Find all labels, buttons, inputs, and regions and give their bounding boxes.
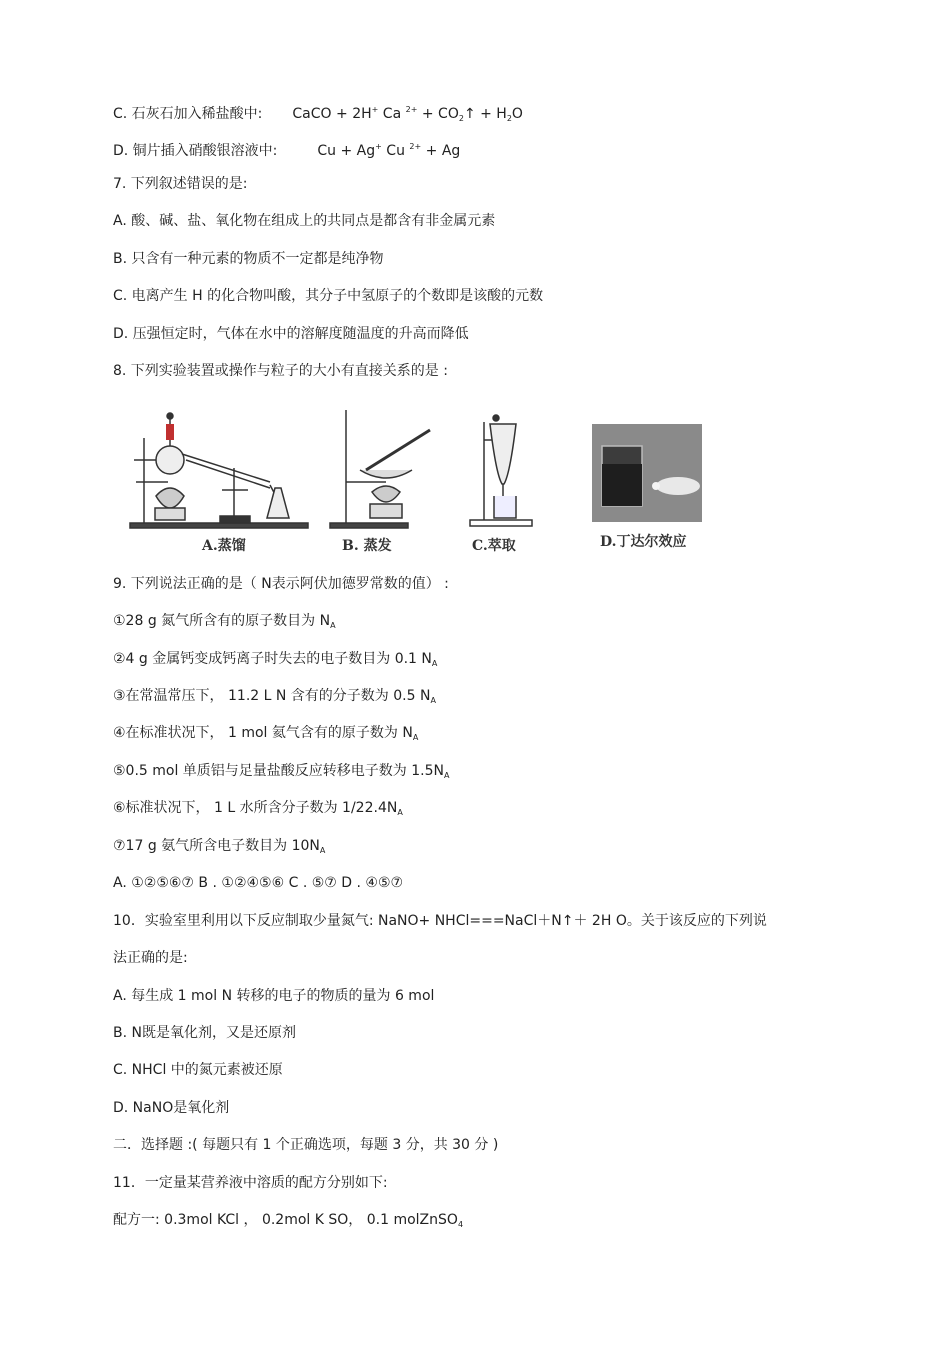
item-text: ⑤0.5 mol 单质铝与足量盐酸反应转移电子数为 1.5N — [113, 763, 444, 779]
caption-evaporation: B. 蒸发 — [342, 538, 392, 554]
question-11: 11．一定量某营养液中溶质的配方分别如下: — [113, 1175, 388, 1191]
option-d-equation — [113, 137, 460, 161]
item-text: ②4 g 金属钙变成钙离子时失去的电子数目为 0.1 N — [113, 651, 432, 667]
section-heading: 二．选择题 :( 每题只有 1 个正确选项，每题 3 分，共 30 分 ) — [113, 1137, 499, 1153]
question-10-option-b: B. N既是氧化剂，又是还原剂 — [113, 1025, 296, 1041]
question-7-option-d: D. 压强恒定时，气体在水中的溶解度随温度的升高而降低 — [113, 326, 469, 342]
question-10-option-c: C. NHCl 中的氮元素被还原 — [113, 1062, 283, 1078]
subscript: A — [430, 696, 436, 705]
formula-text: + CO — [417, 106, 459, 122]
subscript: A — [330, 621, 336, 630]
option-label: C. 石灰石加入稀盐酸中: — [113, 106, 263, 122]
item-text: ③在常温常压下， 11.2 L N 含有的分子数为 0.5 N — [113, 688, 431, 704]
question-8: 8. 下列实验装置或操作与粒子的大小有直接关系的是 : — [113, 363, 448, 379]
question-9-item-1 — [113, 611, 336, 636]
question-10: 10．实验室里利用以下反应制取少量氮气: NaNO+ NHCl===NaCl＋N↑＋ 2H O。关于该反应的下列说 — [113, 913, 767, 929]
question-9-item-5 — [113, 761, 449, 786]
subscript: 2 — [458, 114, 464, 123]
formula-text: O — [511, 106, 523, 122]
question-7-option-c: C. 电离产生 H 的化合物叫酸，其分子中氢原子的个数即是该酸的元数 — [113, 288, 544, 304]
question-10-option-d: D. NaNO是氧化剂 — [113, 1100, 230, 1116]
formula-text: Ca — [378, 106, 406, 122]
question-7-option-b: B. 只含有一种元素的物质不一定都是纯净物 — [113, 251, 384, 267]
subscript: A — [412, 733, 419, 742]
item-text: ⑦17 g 氨气所含电子数目为 10N — [113, 838, 320, 854]
item-text: ④在标准状况下， 1 mol 氦气含有的原子数为 N — [113, 725, 413, 741]
extraction-apparatus — [470, 415, 532, 526]
question-11-recipe-1 — [113, 1210, 463, 1235]
question-9-item-7 — [113, 836, 325, 861]
lab-apparatus-figure — [110, 400, 720, 558]
tyndall-effect-photo — [592, 424, 702, 522]
formula-text: ↑ + H — [463, 106, 507, 122]
question-9-item-6 — [113, 798, 403, 823]
question-9-item-4 — [113, 723, 418, 748]
question-7-option-a: A. 酸、碱、盐、氧化物在组成上的共同点是都含有非金属元素 — [113, 213, 496, 229]
charge-sup: 2+ — [405, 105, 418, 114]
subscript: A — [319, 846, 326, 855]
charge-sup: + — [375, 142, 382, 151]
question-9-item-3 — [113, 686, 436, 711]
question-10-option-a — [113, 986, 434, 1006]
item-text: A. 每生成 1 mol N 转移的电子的物质的量为 6 mol — [113, 988, 435, 1004]
option-label: D. 铜片插入硝酸银溶液中: — [113, 143, 278, 159]
formula-text: + Ag — [421, 143, 461, 159]
distillation-apparatus — [130, 413, 308, 528]
question-10-continued: 法正确的是: — [113, 950, 188, 966]
caption-distillation: A.蒸馏 — [202, 538, 246, 554]
item-text: 配方一: 0.3mol KCl ， 0.2mol K SO， 0.1 molZnSO — [113, 1212, 458, 1228]
charge-sup: 2+ — [409, 142, 422, 151]
question-9: 9. 下列说法正确的是（ N表示阿伏加德罗常数的值） : — [113, 576, 449, 592]
question-9-options: A. ①②⑤⑥⑦ B . ①②④⑤⑥ C . ⑤⑦ D . ④⑤⑦ — [113, 875, 404, 891]
evaporation-apparatus — [330, 410, 430, 528]
subscript: A — [397, 808, 403, 817]
subscript: A — [431, 659, 438, 668]
charge-sup: + — [371, 105, 379, 114]
item-text: ⑥标准状况下， 1 L 水所含分子数为 1/22.4N — [113, 800, 398, 816]
subscript: A — [444, 771, 450, 780]
option-c-equation — [113, 100, 523, 129]
question-9-item-2 — [113, 649, 437, 674]
subscript: 4 — [457, 1220, 464, 1229]
formula-text: + 2H — [331, 106, 372, 122]
formula-text: Cu + Ag — [317, 143, 376, 159]
question-7: 7. 下列叙述错误的是: — [113, 176, 248, 192]
caption-tyndall: D.丁达尔效应 — [600, 534, 687, 550]
subscript: 2 — [506, 114, 512, 123]
item-text: ①28 g 氮气所含有的原子数目为 N — [113, 613, 331, 629]
formula-text: Cu — [381, 143, 410, 159]
formula-text: CaCO — [292, 106, 332, 122]
caption-extraction: C.萃取 — [472, 538, 516, 554]
